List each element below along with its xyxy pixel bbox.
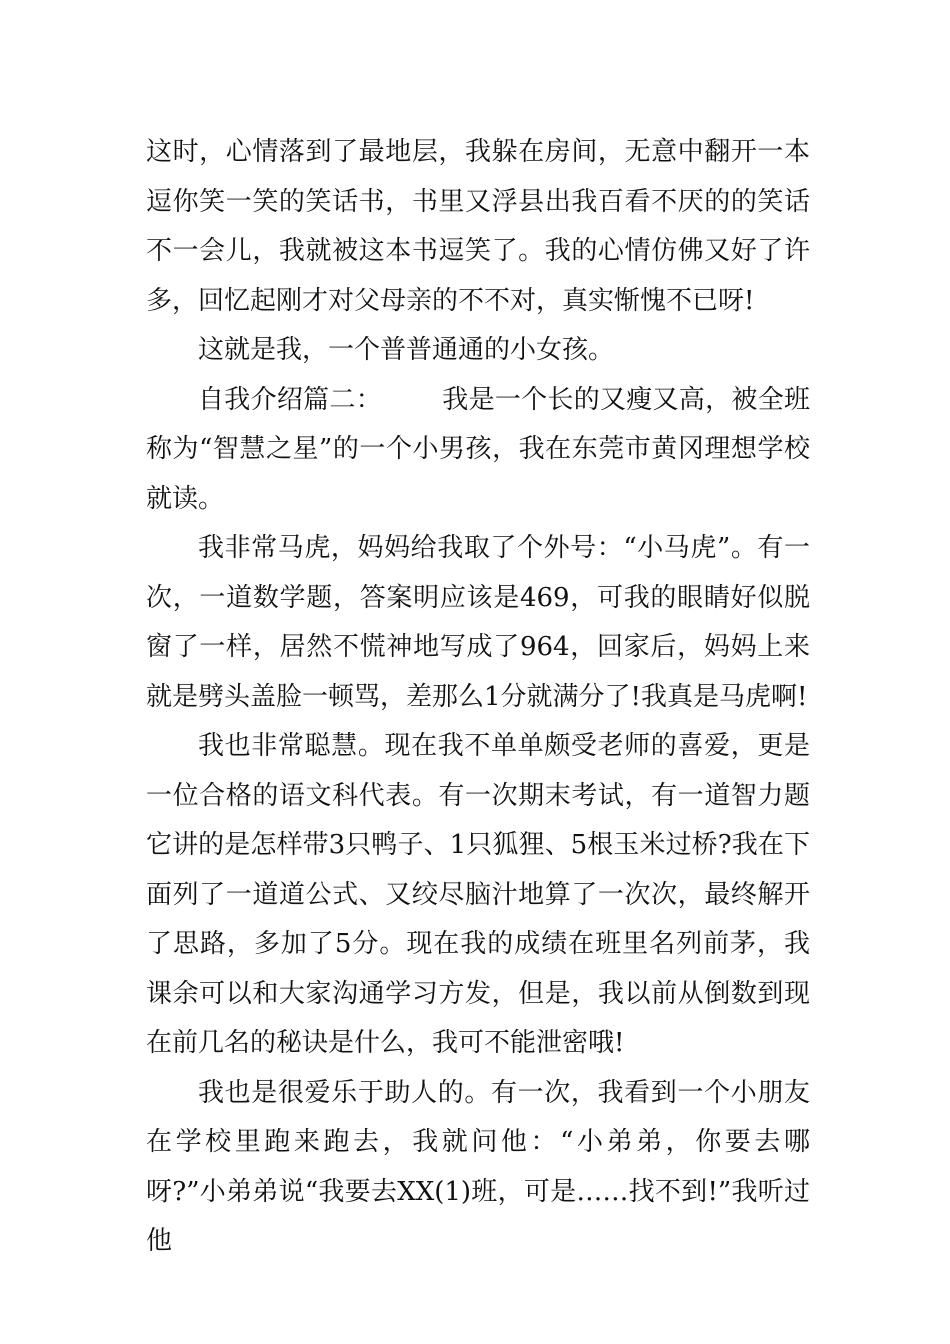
paragraph-1: 这时，心情落到了最地层，我躲在房间，无意中翻开一本逗你笑一笑的笑话书，书里又浮县出我百看不厌的的笑话不一会儿，我就被这本书逗笑了。我的心情仿佛又好了许多，回忆起刚才对父母亲的不不对，真实惭愧不已呀! — [146, 137, 810, 316]
paragraph-6: 我也是很爱乐于助人的。有一次，我看到一个小朋友在学校里跑来跑去，我就问他：“小弟弟，你要去哪呀?”小弟弟说“我要去XX(1)班，可是……找不到!”我听过他 — [146, 1077, 810, 1256]
paragraph-3-text: 我是一个长的又瘦又高，被全班称为“智慧之星”的一个小男孩，我在东莞市黄冈理想学校就读。 — [146, 384, 810, 514]
section-heading: 自我介绍篇二： — [198, 384, 382, 415]
paragraph-2: 这就是我，一个普普通通的小女孩。 — [198, 335, 615, 365]
paragraph-3 — [146, 376, 810, 525]
paragraph-5: 我也非常聪慧。现在我不单单颇受老师的喜爱，更是一位合格的语文科代表。有一次期末考试，有一道智力题它讲的是怎样带3只鸭子、1只狐狸、5根玉米过桥?我在下面列了一道道公式、又绞尽脑汁地算了一次次，最终解开了思路，多加了5分。现在我的成绩在班里名列前茅，我课余可以和大家沟通学习方发，但是，我以前从倒数到现在前几名的秘诀是什么，我可不能泄密哦! — [146, 731, 810, 1058]
paragraph-4: 我非常马虎，妈妈给我取了个外号：“小马虎”。有一次，一道数学题，答案明应该是469，可我的眼睛好似脱窗了一样，居然不慌神地写成了964，回家后，妈妈上来就是劈头盖脸一顿骂，差那么1分就满分了!我真是马虎啊! — [146, 533, 810, 712]
